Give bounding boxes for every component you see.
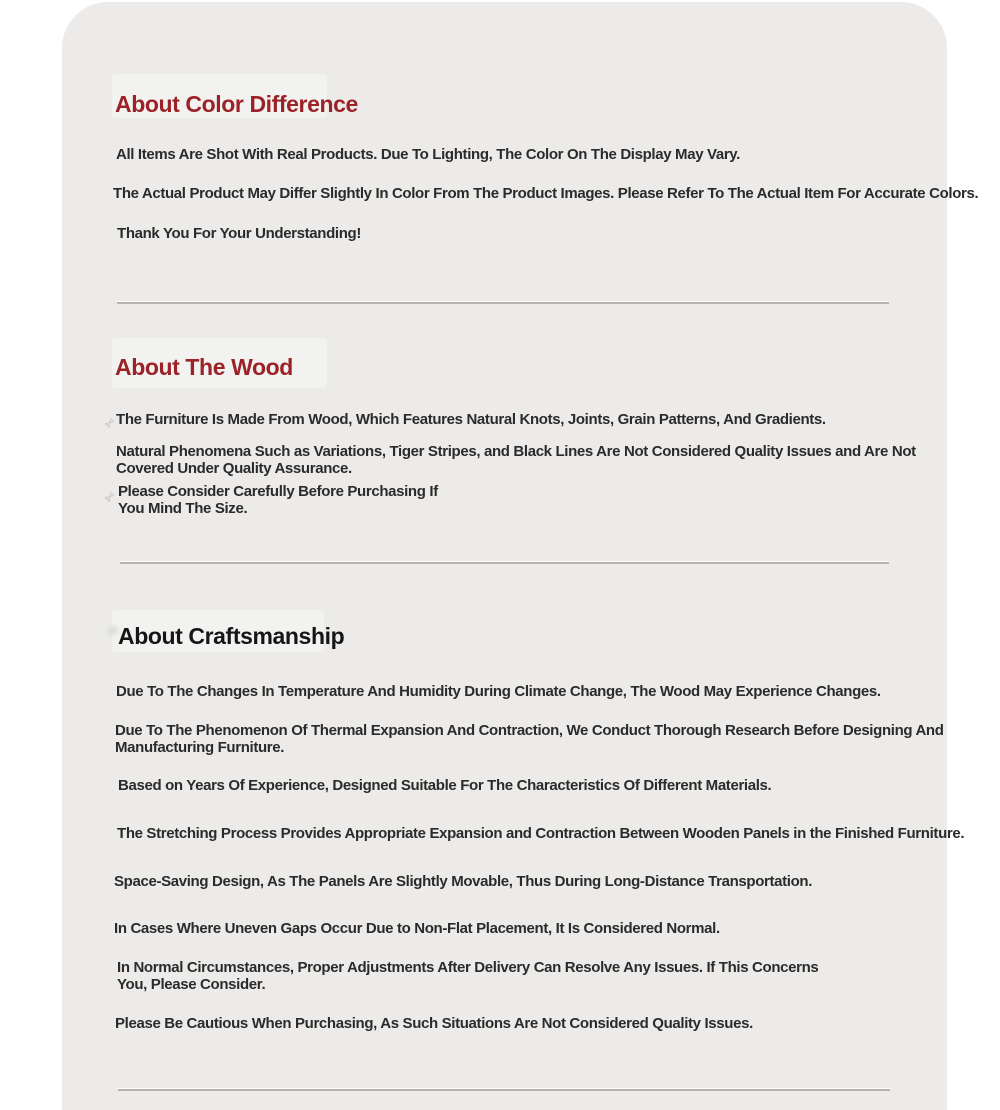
- paragraph-line: Due To The Phenomenon Of Thermal Expansion And Contraction, We Conduct Thorough Research Before Designing And: [115, 722, 944, 739]
- paragraph-line: Space-Saving Design, As The Panels Are Slightly Movable, Thus During Long-Distance Transportation.: [114, 873, 813, 890]
- paragraph-line: Natural Phenomena Such as Variations, Tiger Stripes, and Black Lines Are Not Considered Quality Issues and Are Not: [116, 443, 916, 460]
- paragraph-line: The Stretching Process Provides Appropriate Expansion and Contraction Between Wooden Panels in the Finished Furniture.: [117, 825, 965, 842]
- section-divider: [120, 562, 889, 564]
- smudge-mark: [108, 626, 118, 635]
- product-description-card: [62, 2, 947, 1110]
- paragraph-line: Due To The Changes In Temperature And Humidity During Climate Change, The Wood May Experience Changes.: [116, 683, 881, 700]
- paragraph-line: Manufacturing Furniture.: [115, 739, 285, 756]
- paragraph-line: Covered Under Quality Assurance.: [116, 460, 352, 477]
- paragraph-line: Thank You For Your Understanding!: [117, 225, 362, 242]
- curl-ornament-icon: ✄: [101, 414, 119, 432]
- paragraph-line: In Normal Circumstances, Proper Adjustments After Delivery Can Resolve Any Issues. If This Concerns: [117, 959, 819, 976]
- paragraph-line: The Furniture Is Made From Wood, Which Features Natural Knots, Joints, Grain Patterns, And Gradients.: [116, 411, 826, 428]
- section-title-craftsmanship: About Craftsmanship: [118, 623, 345, 649]
- paragraph-line: All Items Are Shot With Real Products. Due To Lighting, The Color On The Display May Vary.: [116, 146, 741, 163]
- section-title-color-difference: About Color Difference: [115, 91, 358, 117]
- paragraph-line: You, Please Consider.: [117, 976, 266, 993]
- paragraph-line: Please Be Cautious When Purchasing, As Such Situations Are Not Considered Quality Issues.: [115, 1015, 753, 1032]
- paragraph-line: Based on Years Of Experience, Designed Suitable For The Characteristics Of Different Materials.: [118, 777, 772, 794]
- section-divider: [118, 1089, 890, 1091]
- paragraph-line: Please Consider Carefully Before Purchasing If: [118, 483, 438, 500]
- paragraph-line: In Cases Where Uneven Gaps Occur Due to Non-Flat Placement, It Is Considered Normal.: [114, 920, 720, 937]
- paragraph-line: The Actual Product May Differ Slightly In Color From The Product Images. Please Refer To The Actual Item For Accurate Colors.: [113, 185, 979, 202]
- section-title-the-wood: About The Wood: [115, 354, 293, 380]
- section-divider: [117, 302, 889, 304]
- paragraph-line: You Mind The Size.: [118, 500, 248, 517]
- curl-ornament-icon: ✄: [101, 488, 119, 506]
